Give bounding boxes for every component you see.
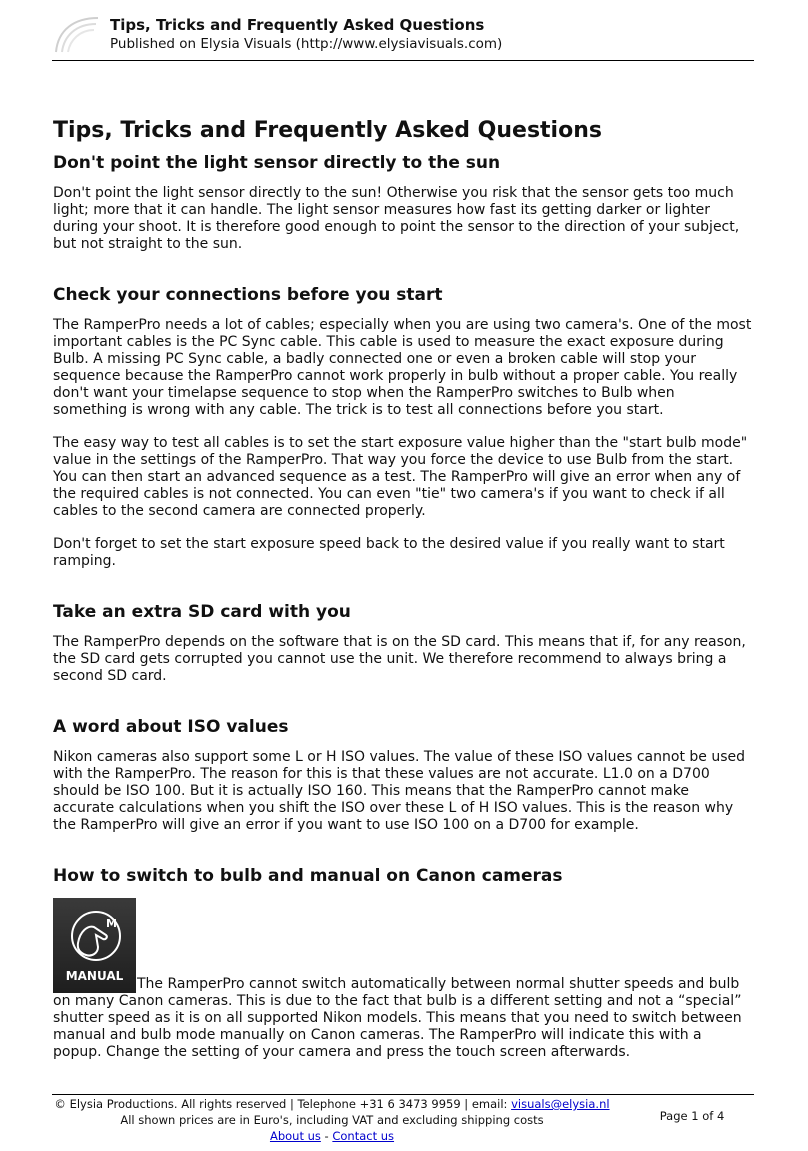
section-canon-bulb [53,866,753,1061]
paragraph: Nikon cameras also support some L or H ISO values. The value of these ISO values cannot be used with the RamperPro. The reason for this is that these values are not accurate. L1.0 on a D700 should be ISO 100. But it is actually ISO 160. This means that the RamperPro cannot make accurate calculations when you shift the ISO over these L of H ISO values. This is the reason why the RamperPro will give an error if you want to use ISO 100 on a D700 for example. [53,749,745,833]
section-title: Take an extra SD card with you [53,602,351,622]
paragraph: Don't point the light sensor directly to the sun! Otherwise you risk that the sensor gets too much light; more that it can handle. The light sensor measures how fast its getting darker or lighter during your shoot. It is therefore good enough to point the sensor to the direction of your subject, but not straight to the sun. [53,185,740,252]
link-separator: - [320,1129,333,1143]
paragraph: The easy way to test all cables is to set the start exposure value higher than the "start bulb mode" value in the settings of the RamperPro. That way you force the device to use Bulb from the start. You can then start an advanced sequence as a test. The RamperPro will give an error when any of the required cables is not connected. You can even "tie" two camera's if you want to check if all cables to the second camera are connected properly. [53,435,748,519]
section-title: Check your connections before you start [53,285,443,305]
paragraph [53,898,753,1061]
page-number: Page 1 of 4 [659,1109,725,1123]
section-sd-card [53,602,753,685]
main-content [53,112,753,1093]
elysia-logo-icon [52,12,104,56]
paragraph: The RamperPro depends on the software that is on the SD card. This means that if, for any reason, the SD card gets corrupted you cannot use the unit. We therefore recommend to always bring a second SD card. [53,634,746,684]
paragraph: Don't forget to set the start exposure speed back to the desired value if you really want to start ramping. [53,536,725,569]
section-title: How to switch to bulb and manual on Canon cameras [53,866,563,886]
prices-text: All shown prices are in Euro's, including VAT and excluding shipping costs [120,1113,544,1127]
paragraph: The RamperPro needs a lot of cables; especially when you are using two camera's. One of the most important cables is the PC Sync cable. This cable is used to measure the exact exposure during Bulb. A missing PC Sync cable, a badly connected one or even a broken cable will stop your sequence because the RamperPro cannot work properly in bulb without a proper cable. You really don't want your timelapse sequence to stop when the RamperPro switches to Bulb when something is wrong with any cable. The trick is to test all connections before you start. [53,317,752,418]
copyright-text: © Elysia Productions. All rights reserved | Telephone +31 6 3473 9959 | email: [54,1097,512,1111]
section-light-sensor [53,153,753,253]
header-title: Tips, Tricks and Frequently Asked Questions [110,16,485,34]
header-subtitle: Published on Elysia Visuals (http://www.elysiavisuals.com) [110,36,503,52]
manual-icon-label: MANUAL [65,969,124,983]
hand-pointer-icon [62,907,126,969]
section-iso-values [53,717,753,834]
email-link[interactable]: visuals@elysia.nl [511,1097,610,1111]
m-badge: M [106,917,117,930]
page-title: Tips, Tricks and Frequently Asked Questions [53,118,602,143]
section-title: Don't point the light sensor directly to the sun [53,153,501,173]
contact-us-link[interactable]: Contact us [332,1129,395,1143]
about-us-link[interactable]: About us [269,1129,321,1143]
section-connections [53,285,753,570]
page-header [52,12,754,61]
footer-copyright [52,1096,612,1144]
paragraph-text: The RamperPro cannot switch automatically between normal shutter speeds and bulb on many Canon cameras. This is due to the fact that bulb is a different setting and not a “special” shutter speed as it is on all supported Nikon models. This means that you need to switch between manual and bulb mode manually on Canon cameras. The RamperPro will indicate this with a popup. Change the setting of your camera and press the touch screen afterwards. [53,976,742,1060]
section-title: A word about ISO values [53,717,289,737]
manual-mode-icon [53,898,136,993]
page-footer [52,1094,754,1143]
